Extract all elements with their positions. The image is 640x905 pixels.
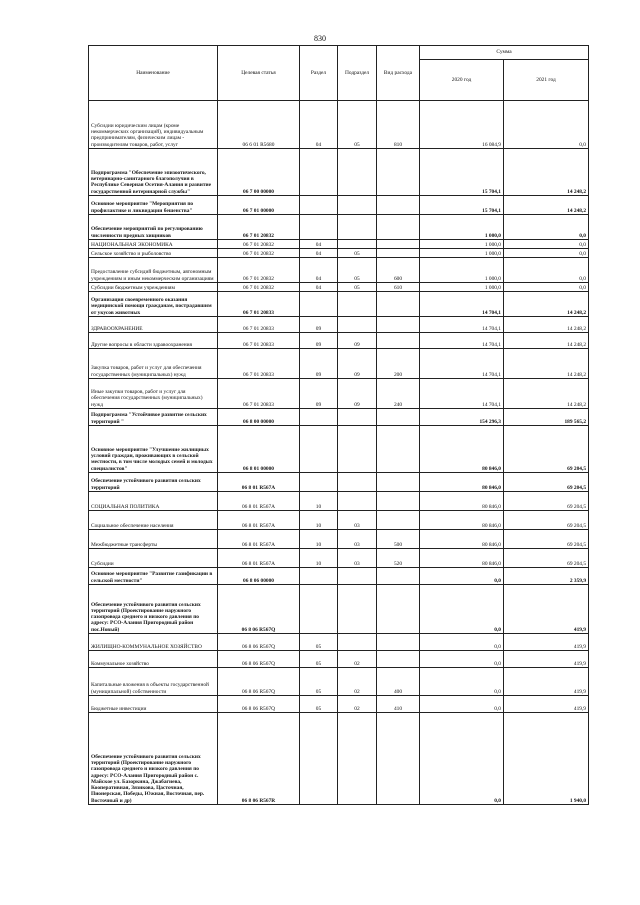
row-subsection xyxy=(338,240,377,249)
row-target: 06 8 01 R567A xyxy=(218,473,300,492)
row-sum-2020: 1 000,0 xyxy=(420,258,504,283)
row-name: Другие вопросы в области здравоохранения xyxy=(89,333,218,349)
row-name: ЖИЛИЩНО-КОММУНАЛЬНОЕ ХОЗЯЙСТВО xyxy=(89,634,218,651)
row-expense-type xyxy=(377,634,420,651)
header-subsection: Подраздел xyxy=(338,46,377,101)
row-name: Подпрограмма "Обеспечение эпизоотического, ветеринарно-санитарного благополучия в Республике Северная Осетия-Алания и развитие государственной ветеринарной службы" xyxy=(89,149,218,196)
row-sum-2021: 0,0 xyxy=(504,101,589,149)
row-sum-2020: 1 000,0 xyxy=(420,215,504,240)
row-expense-type: 610 xyxy=(377,283,420,292)
row-sum-2020: 0,0 xyxy=(420,585,504,634)
table-row xyxy=(89,258,589,283)
row-expense-type: 200 xyxy=(377,349,420,379)
row-sum-2020: 0,0 xyxy=(420,651,504,668)
row-sum-2020: 14 704,1 xyxy=(420,292,504,317)
row-sum-2020: 80 846,0 xyxy=(420,511,504,530)
row-section: 10 xyxy=(300,492,338,511)
row-sum-2021: 0,0 xyxy=(504,215,589,240)
table-row xyxy=(89,668,589,696)
row-target: 06 7 01 00000 xyxy=(218,196,300,215)
row-sum-2020: 14 704,1 xyxy=(420,379,504,409)
row-target: 06 7 01 20832 xyxy=(218,215,300,240)
row-subsection: 02 xyxy=(338,668,377,696)
row-section xyxy=(300,713,338,805)
row-target: 06 8 01 R567A xyxy=(218,549,300,568)
row-section xyxy=(300,215,338,240)
row-target: 06 8 01 R567A xyxy=(218,492,300,511)
row-sum-2021: 14 248,2 xyxy=(504,333,589,349)
row-sum-2020: 1 000,0 xyxy=(420,283,504,292)
row-section: 09 xyxy=(300,349,338,379)
row-subsection xyxy=(338,409,377,426)
row-sum-2021: 14 248,2 xyxy=(504,317,589,333)
table-row xyxy=(89,585,589,634)
row-target: 06 7 01 20832 xyxy=(218,240,300,249)
row-section xyxy=(300,585,338,634)
row-expense-type xyxy=(377,409,420,426)
row-subsection xyxy=(338,492,377,511)
row-expense-type xyxy=(377,585,420,634)
header-year-2020: 2020 год xyxy=(420,60,504,101)
row-section xyxy=(300,568,338,585)
table-row xyxy=(89,549,589,568)
row-subsection: 03 xyxy=(338,530,377,549)
table-row xyxy=(89,492,589,511)
row-name: Основное мероприятие "Развитие газификации в сельской местности" xyxy=(89,568,218,585)
row-target: 06 7 01 20833 xyxy=(218,379,300,409)
table-row xyxy=(89,149,589,196)
table-row xyxy=(89,511,589,530)
row-sum-2021: 2 359,9 xyxy=(504,568,589,585)
row-subsection xyxy=(338,634,377,651)
row-subsection xyxy=(338,568,377,585)
row-expense-type xyxy=(377,249,420,258)
row-sum-2020: 80 846,0 xyxy=(420,549,504,568)
row-section xyxy=(300,426,338,473)
row-section: 04 xyxy=(300,101,338,149)
row-sum-2021: 14 248,2 xyxy=(504,292,589,317)
row-sum-2020: 14 704,1 xyxy=(420,349,504,379)
row-section xyxy=(300,196,338,215)
row-target: 06 7 00 00000 xyxy=(218,149,300,196)
header-target: Целевая статья xyxy=(218,46,300,101)
row-expense-type: 810 xyxy=(377,101,420,149)
table-row xyxy=(89,473,589,492)
row-expense-type: 500 xyxy=(377,530,420,549)
row-section: 10 xyxy=(300,530,338,549)
row-sum-2020: 154 296,3 xyxy=(420,409,504,426)
row-expense-type: 240 xyxy=(377,379,420,409)
row-target: 06 7 01 20832 xyxy=(218,258,300,283)
row-name: Обеспечение устойчивого развития сельских территорий xyxy=(89,473,218,492)
row-expense-type xyxy=(377,292,420,317)
row-name: ЗДРАВООХРАНЕНИЕ xyxy=(89,317,218,333)
row-name: Иные закупки товаров, работ и услуг для обеспечения государственных (муниципальных) нужд xyxy=(89,379,218,409)
budget-table xyxy=(88,45,589,805)
row-subsection: 09 xyxy=(338,349,377,379)
table-row xyxy=(89,333,589,349)
row-sum-2020: 14 704,1 xyxy=(420,333,504,349)
row-expense-type xyxy=(377,713,420,805)
row-sum-2020: 1 000,0 xyxy=(420,249,504,258)
row-section: 04 xyxy=(300,258,338,283)
row-target: 06 8 06 R567Q xyxy=(218,651,300,668)
row-target: 06 8 00 00000 xyxy=(218,409,300,426)
row-sum-2020: 80 846,0 xyxy=(420,492,504,511)
row-subsection: 02 xyxy=(338,696,377,713)
row-name: Коммунальное хозяйство xyxy=(89,651,218,668)
table-row xyxy=(89,196,589,215)
row-sum-2020: 0,0 xyxy=(420,668,504,696)
row-sum-2021: 419,9 xyxy=(504,696,589,713)
row-name: СОЦИАЛЬНАЯ ПОЛИТИКА xyxy=(89,492,218,511)
header-sum: Сумма xyxy=(420,46,589,60)
row-target: 06 7 01 20832 xyxy=(218,249,300,258)
row-section xyxy=(300,473,338,492)
row-expense-type xyxy=(377,196,420,215)
row-sum-2020: 80 846,0 xyxy=(420,426,504,473)
table-row xyxy=(89,283,589,292)
row-name: Субсидии xyxy=(89,549,218,568)
row-subsection: 03 xyxy=(338,549,377,568)
row-section: 05 xyxy=(300,634,338,651)
row-expense-type xyxy=(377,492,420,511)
row-name: Сельское хозяйство и рыболовство xyxy=(89,249,218,258)
row-sum-2021: 14 248,2 xyxy=(504,349,589,379)
row-subsection xyxy=(338,317,377,333)
row-subsection xyxy=(338,585,377,634)
row-section: 05 xyxy=(300,696,338,713)
row-sum-2021: 14 248,2 xyxy=(504,196,589,215)
row-target: 06 8 06 R567Q xyxy=(218,634,300,651)
table-row xyxy=(89,292,589,317)
row-subsection: 09 xyxy=(338,379,377,409)
row-expense-type: 410 xyxy=(377,696,420,713)
row-name: Подпрограмма "Устойчивое развитие сельских территорий " xyxy=(89,409,218,426)
row-sum-2021: 419,9 xyxy=(504,585,589,634)
row-sum-2020: 15 704,1 xyxy=(420,149,504,196)
row-name: Бюджетные инвестиции xyxy=(89,696,218,713)
row-target: 06 8 06 R567Q xyxy=(218,668,300,696)
row-subsection xyxy=(338,196,377,215)
page-number: 830 xyxy=(314,34,326,43)
row-section: 10 xyxy=(300,549,338,568)
header-expense-type: Вид расхода xyxy=(377,46,420,101)
row-sum-2021: 14 248,2 xyxy=(504,379,589,409)
row-expense-type xyxy=(377,317,420,333)
table-row xyxy=(89,349,589,379)
row-expense-type xyxy=(377,511,420,530)
table-body xyxy=(89,101,589,805)
table-row xyxy=(89,409,589,426)
row-target: 06 7 01 20833 xyxy=(218,292,300,317)
row-target: 06 7 01 20832 xyxy=(218,283,300,292)
row-section: 09 xyxy=(300,317,338,333)
row-section: 04 xyxy=(300,249,338,258)
row-sum-2020: 15 704,1 xyxy=(420,196,504,215)
row-sum-2021: 0,0 xyxy=(504,258,589,283)
table-row xyxy=(89,379,589,409)
row-name: Обеспечение устойчивого развития сельских территорий (Проектирование наружного газопровода среднего и низкого давления по адресу: РСО-Алания Пригородный район пос.Новый) xyxy=(89,585,218,634)
row-expense-type xyxy=(377,568,420,585)
row-section xyxy=(300,149,338,196)
table-row xyxy=(89,634,589,651)
row-expense-type xyxy=(377,240,420,249)
row-name: Субсидии юридическим лицам (кроме некоммерческих организаций), индивидуальным предпринимателям, физическим лицам - производителям товаров, работ, услуг xyxy=(89,101,218,149)
row-target: 06 8 01 00000 xyxy=(218,426,300,473)
row-sum-2020: 0,0 xyxy=(420,713,504,805)
row-section: 09 xyxy=(300,333,338,349)
row-target: 06 8 06 R567Q xyxy=(218,696,300,713)
row-sum-2020: 14 704,1 xyxy=(420,317,504,333)
row-sum-2021: 419,9 xyxy=(504,668,589,696)
table-row xyxy=(89,530,589,549)
header-section: Раздел xyxy=(300,46,338,101)
row-name: НАЦИОНАЛЬНАЯ ЭКОНОМИКА xyxy=(89,240,218,249)
row-sum-2020: 0,0 xyxy=(420,634,504,651)
row-target: 06 7 01 20833 xyxy=(218,317,300,333)
row-sum-2021: 0,0 xyxy=(504,283,589,292)
row-sum-2021: 69 204,5 xyxy=(504,473,589,492)
table-row xyxy=(89,651,589,668)
row-subsection xyxy=(338,713,377,805)
table-row xyxy=(89,215,589,240)
row-target: 06 8 01 R567A xyxy=(218,530,300,549)
row-name: Капитальные вложения в объекты государственной (муниципальной) собственности xyxy=(89,668,218,696)
row-subsection: 05 xyxy=(338,258,377,283)
row-sum-2020: 16 084,9 xyxy=(420,101,504,149)
row-sum-2021: 69 204,5 xyxy=(504,530,589,549)
row-sum-2020: 0,0 xyxy=(420,568,504,585)
table-row xyxy=(89,426,589,473)
row-section: 05 xyxy=(300,651,338,668)
row-target: 06 7 01 20833 xyxy=(218,349,300,379)
row-expense-type: 520 xyxy=(377,549,420,568)
header-year-2021: 2021 год xyxy=(504,60,589,101)
table-row xyxy=(89,249,589,258)
row-subsection xyxy=(338,292,377,317)
row-sum-2021: 0,0 xyxy=(504,249,589,258)
row-target: 06 8 06 00000 xyxy=(218,568,300,585)
row-sum-2020: 0,0 xyxy=(420,696,504,713)
row-section xyxy=(300,292,338,317)
row-subsection xyxy=(338,215,377,240)
row-subsection: 09 xyxy=(338,333,377,349)
row-sum-2021: 69 204,5 xyxy=(504,426,589,473)
header-name: Наименование xyxy=(89,46,218,101)
row-sum-2020: 1 000,0 xyxy=(420,240,504,249)
table-row xyxy=(89,101,589,149)
row-expense-type: 600 xyxy=(377,258,420,283)
row-section: 04 xyxy=(300,240,338,249)
table-row xyxy=(89,317,589,333)
row-sum-2020: 80 846,0 xyxy=(420,530,504,549)
row-expense-type xyxy=(377,333,420,349)
row-target: 06 7 01 20833 xyxy=(218,333,300,349)
row-subsection xyxy=(338,426,377,473)
row-sum-2021: 419,9 xyxy=(504,651,589,668)
row-section xyxy=(300,409,338,426)
table-row xyxy=(89,568,589,585)
row-name: Межбюджетные трансферты xyxy=(89,530,218,549)
row-sum-2021: 69 204,5 xyxy=(504,549,589,568)
row-name: Закупка товаров, работ и услуг для обеспечения государственных (муниципальных) нужд xyxy=(89,349,218,379)
row-name: Основное мероприятие "Улучшение жилищных условий граждан, проживающих в сельской местности, в том числе молодых семей и молодых специалистов" xyxy=(89,426,218,473)
table-row xyxy=(89,240,589,249)
row-sum-2021: 189 565,2 xyxy=(504,409,589,426)
row-subsection xyxy=(338,149,377,196)
table-row xyxy=(89,696,589,713)
row-sum-2021: 14 248,2 xyxy=(504,149,589,196)
row-sum-2021: 69 204,5 xyxy=(504,511,589,530)
row-name: Организация своевременного оказания медицинской помощи гражданам, пострадавшим от укусов животных xyxy=(89,292,218,317)
row-expense-type xyxy=(377,149,420,196)
row-expense-type xyxy=(377,473,420,492)
row-section: 04 xyxy=(300,283,338,292)
row-name: Обеспечение мероприятий по регулированию численности предных хищников xyxy=(89,215,218,240)
row-subsection xyxy=(338,473,377,492)
table-row xyxy=(89,713,589,805)
row-sum-2021: 0,0 xyxy=(504,240,589,249)
row-expense-type: 400 xyxy=(377,668,420,696)
row-subsection: 03 xyxy=(338,511,377,530)
row-target: 06 6 01 R5680 xyxy=(218,101,300,149)
row-sum-2021: 1 940,0 xyxy=(504,713,589,805)
row-name: Обеспечение устойчивого развития сельских территорий (Проектирование наружного газопровода среднего и низкого давления по адресу: РСО-Алания Пригородный район с. Майское ул. Базоркина, Джабагиева, Кооперативная, Зязикова, Цасточная, Пионерская, Победы, Южная, Восточная, пер. Восточный и др) xyxy=(89,713,218,805)
row-name: Предоставление субсидий бюджетным, автономным учреждениям и иным некоммерческим организациям xyxy=(89,258,218,283)
row-section: 05 xyxy=(300,668,338,696)
row-subsection: 05 xyxy=(338,283,377,292)
row-target: 06 8 06 R567Q xyxy=(218,585,300,634)
row-subsection: 02 xyxy=(338,651,377,668)
row-expense-type xyxy=(377,215,420,240)
row-section: 09 xyxy=(300,379,338,409)
row-target: 06 8 01 R567A xyxy=(218,511,300,530)
row-section: 10 xyxy=(300,511,338,530)
row-sum-2020: 80 846,0 xyxy=(420,473,504,492)
row-expense-type xyxy=(377,651,420,668)
row-subsection: 05 xyxy=(338,101,377,149)
row-name: Социальное обеспечение населения xyxy=(89,511,218,530)
row-subsection: 05 xyxy=(338,249,377,258)
row-expense-type xyxy=(377,426,420,473)
row-name: Субсидии бюджетным учреждениям xyxy=(89,283,218,292)
row-sum-2021: 69 204,5 xyxy=(504,492,589,511)
row-target: 06 8 06 R567R xyxy=(218,713,300,805)
row-name: Основное мероприятие "Мероприятия по профилактике и ликвидации бешенства" xyxy=(89,196,218,215)
row-sum-2021: 419,9 xyxy=(504,634,589,651)
